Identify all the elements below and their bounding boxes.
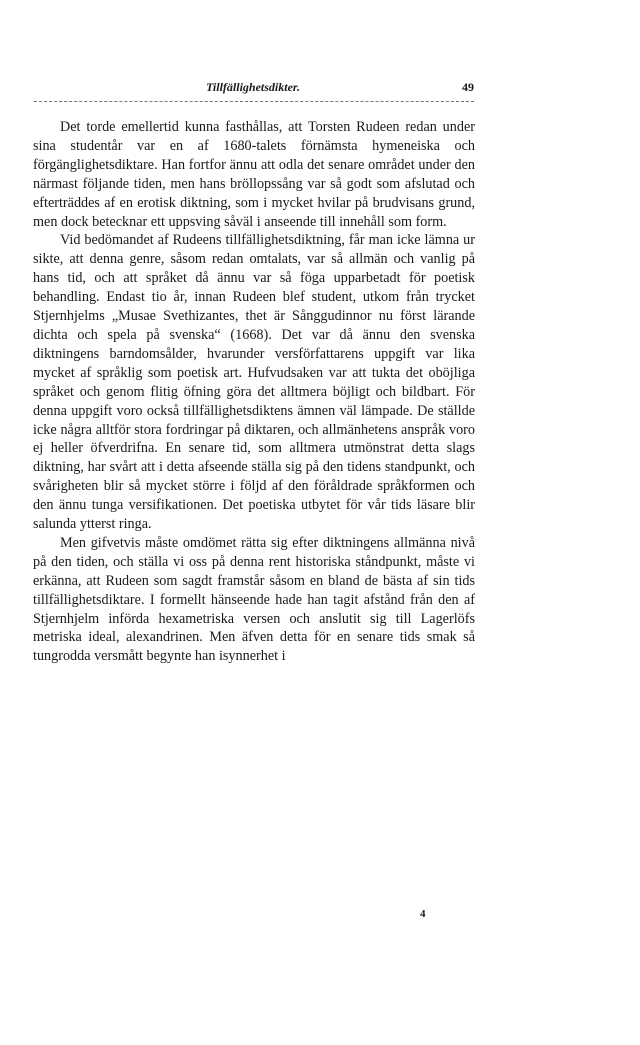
page-header [32,80,474,96]
page-number: 49 [462,80,474,94]
body-text [33,118,475,666]
header-rule [34,101,474,102]
signature-mark: 4 [420,908,426,920]
running-title: Tillfällighetsdikter. [206,80,300,94]
paragraph: Vid bedömandet af Rudeens tillfällighetsdiktning, får man icke lämna ur sikte, att denna genre, såsom redan omtalats, var så allmän och vanlig på hans tid, och att språket då ännu var så föga upparbetadt för poetisk behandling. Endast tio år, innan Rudeen blef student, utkom från trycket Stjernhjelms „Musae Svethizantes, thet är Sånggudinnor nu först lärande dichta och spela på svenska“ (1668). Det var då ännu den svenska diktningens barndomsålder, hvarunder versförfattarens uppgift var lika mycket af språklig som poetisk art. Hufvudsaken var att tukta det oböjliga språket och genom flitig öfning göra det alltmera böjligt och bildbart. För denna uppgift voro också tillfällighetsdiktens ämnen väl lämpade. De ställde icke några alltför stora fordringar på diktaren, och allmänhetens anspråk voro ej heller öfverdrifna. En senare tid, som alltmera utmönstrat detta slags diktning, har svårt att i detta afseende ställa sig på den tidens standpunkt, och svårigheten blir så mycket större i följd af den föråldrade språkformen och den ännu tunga versifikationen. Det poetiska utbytet för vår tids läsare blir salunda ytterst ringa. [33,232,475,533]
paragraph: Men gifvetvis måste omdömet rätta sig efter diktningens allmänna nivå på den tiden, och ställa vi oss på denna rent historiska ståndpunkt, måste vi erkänna, att Rudeen som sagdt framstår såsom en bland de bästa af sin tids tillfällighetsdiktare. I formellt hänseende hade han tagit afstånd från den af Stjernhjelm införda hexametriska versen och anslutit sig till Lagerlöfs metriska ideal, alexandrinen. Men äfven detta för en senare tids smak så tungrodda versmått begynte han isynnerhet i [33,534,475,665]
paragraph: Det torde emellertid kunna fasthållas, att Torsten Rudeen redan under sina studentår var en af 1680-talets förnämsta hymeneiska och förgänglighetsdiktare. Han fortfor ännu att odla det senare området under den närmast följande tiden, men hans bröllopssång var så godt som afslutad och efterträddes af en erotisk diktning, som i mycket hvilar på brudvisans grund, men dock betecknar ett uppsving såväl i anseende till innehåll som form. [33,119,475,230]
